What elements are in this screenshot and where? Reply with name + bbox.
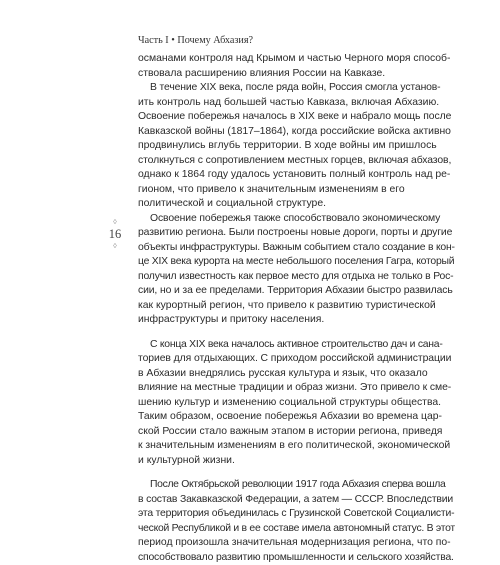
text-line: ториев для отдыхающих. С приходом российской администрации — [138, 352, 438, 367]
text-line: столкнуться с сопротивлением местных горцев, включая абхазов, — [138, 154, 438, 169]
text-line: объекты инфраструктуры. Важным событием стало создание в кон- — [138, 241, 438, 256]
text-line: период произошла значительная модернизация региона, что по- — [138, 536, 438, 551]
text-line: инфраструктуры и притоку населения. — [138, 313, 438, 328]
text-line: к значительным изменениям в его политической, экономической — [138, 439, 438, 454]
text-line: как курортный регион, что привело к развитию туристической — [138, 299, 438, 314]
ornament-top-icon: ◊ — [103, 218, 127, 226]
text-line: В течение XIX века, после ряда войн, Россия смогла установ- — [138, 81, 438, 96]
text-line: влияние на местные традиции и образ жизни. Это привело к сме- — [138, 381, 438, 396]
text-line: продвинулись вглубь территории. В ходе войны им пришлось — [138, 139, 438, 154]
text-line: С конца XIX века началось активное строительство дач и сана- — [138, 338, 438, 353]
paragraph — [138, 212, 438, 328]
paragraph-gap — [138, 328, 438, 338]
text-line: ить контроль над большей частью Кавказа, включая Абхазию. — [138, 96, 438, 111]
page-number-block — [103, 218, 127, 250]
page-number: 16 — [103, 226, 127, 242]
text-line: гионом, что привело к значительным изменениям в его политической и социальной структуре. — [138, 183, 438, 212]
text-line: способствовало развитию промышленности и сельского хозяйства. — [138, 551, 438, 565]
text-line: После Октябрьской революции 1917 года Абхазия сперва вошла — [138, 478, 438, 493]
text-line: Таким образом, освоение побережья Абхазии во времена цар- — [138, 410, 438, 425]
paragraph-gap — [138, 468, 438, 478]
text-line: ской России стало важным этапом в истории региона, приведя — [138, 425, 438, 440]
paragraph — [138, 81, 438, 212]
text-line: однако к 1864 году удалось установить полный контроль над ре- — [138, 168, 438, 183]
text-line: Кавказской войны (1817–1864), когда российские войска активно — [138, 125, 438, 140]
text-line: ческой Республикой и в ее составе имела автономный статус. В этот — [138, 522, 438, 537]
text-line: ствовала расширению влияния России на Кавказе. — [138, 67, 438, 82]
paragraph — [138, 478, 438, 565]
text-line: получил известность как первое место для отдыха не только в Рос- — [138, 270, 438, 285]
text-line: в состав Закавказской Федерации, а затем — СССР. Впоследствии — [138, 493, 438, 508]
paragraph — [138, 338, 438, 469]
text-line: сии, но и за ее пределами. Территория Абхазии быстро развилась — [138, 284, 438, 299]
text-line: шению культур и изменению социальной структуры общества. — [138, 396, 438, 411]
body-text — [138, 52, 438, 565]
text-line: Освоение побережья также способствовало экономическому — [138, 212, 438, 227]
paragraph — [138, 52, 438, 81]
ornament-bottom-icon: ◊ — [103, 242, 127, 250]
text-line: развитию региона. Были построены новые дороги, порты и другие — [138, 226, 438, 241]
text-line: эта территория объединилась с Грузинской Советской Социалисти- — [138, 507, 438, 522]
text-line: и культурной жизни. — [138, 454, 438, 469]
text-line: це XIX века курорта на месте небольшого поселения Гагра, который — [138, 255, 438, 270]
text-line: Освоение побережья началось в XIX веке и набрало мощь после — [138, 110, 438, 125]
text-line: в Абхазии внедрялись русская культура и язык, что оказало — [138, 367, 438, 382]
text-line: османами контроля над Крымом и частью Черного моря способ- — [138, 52, 438, 67]
running-head: Часть I • Почему Абхазия? — [138, 35, 253, 46]
